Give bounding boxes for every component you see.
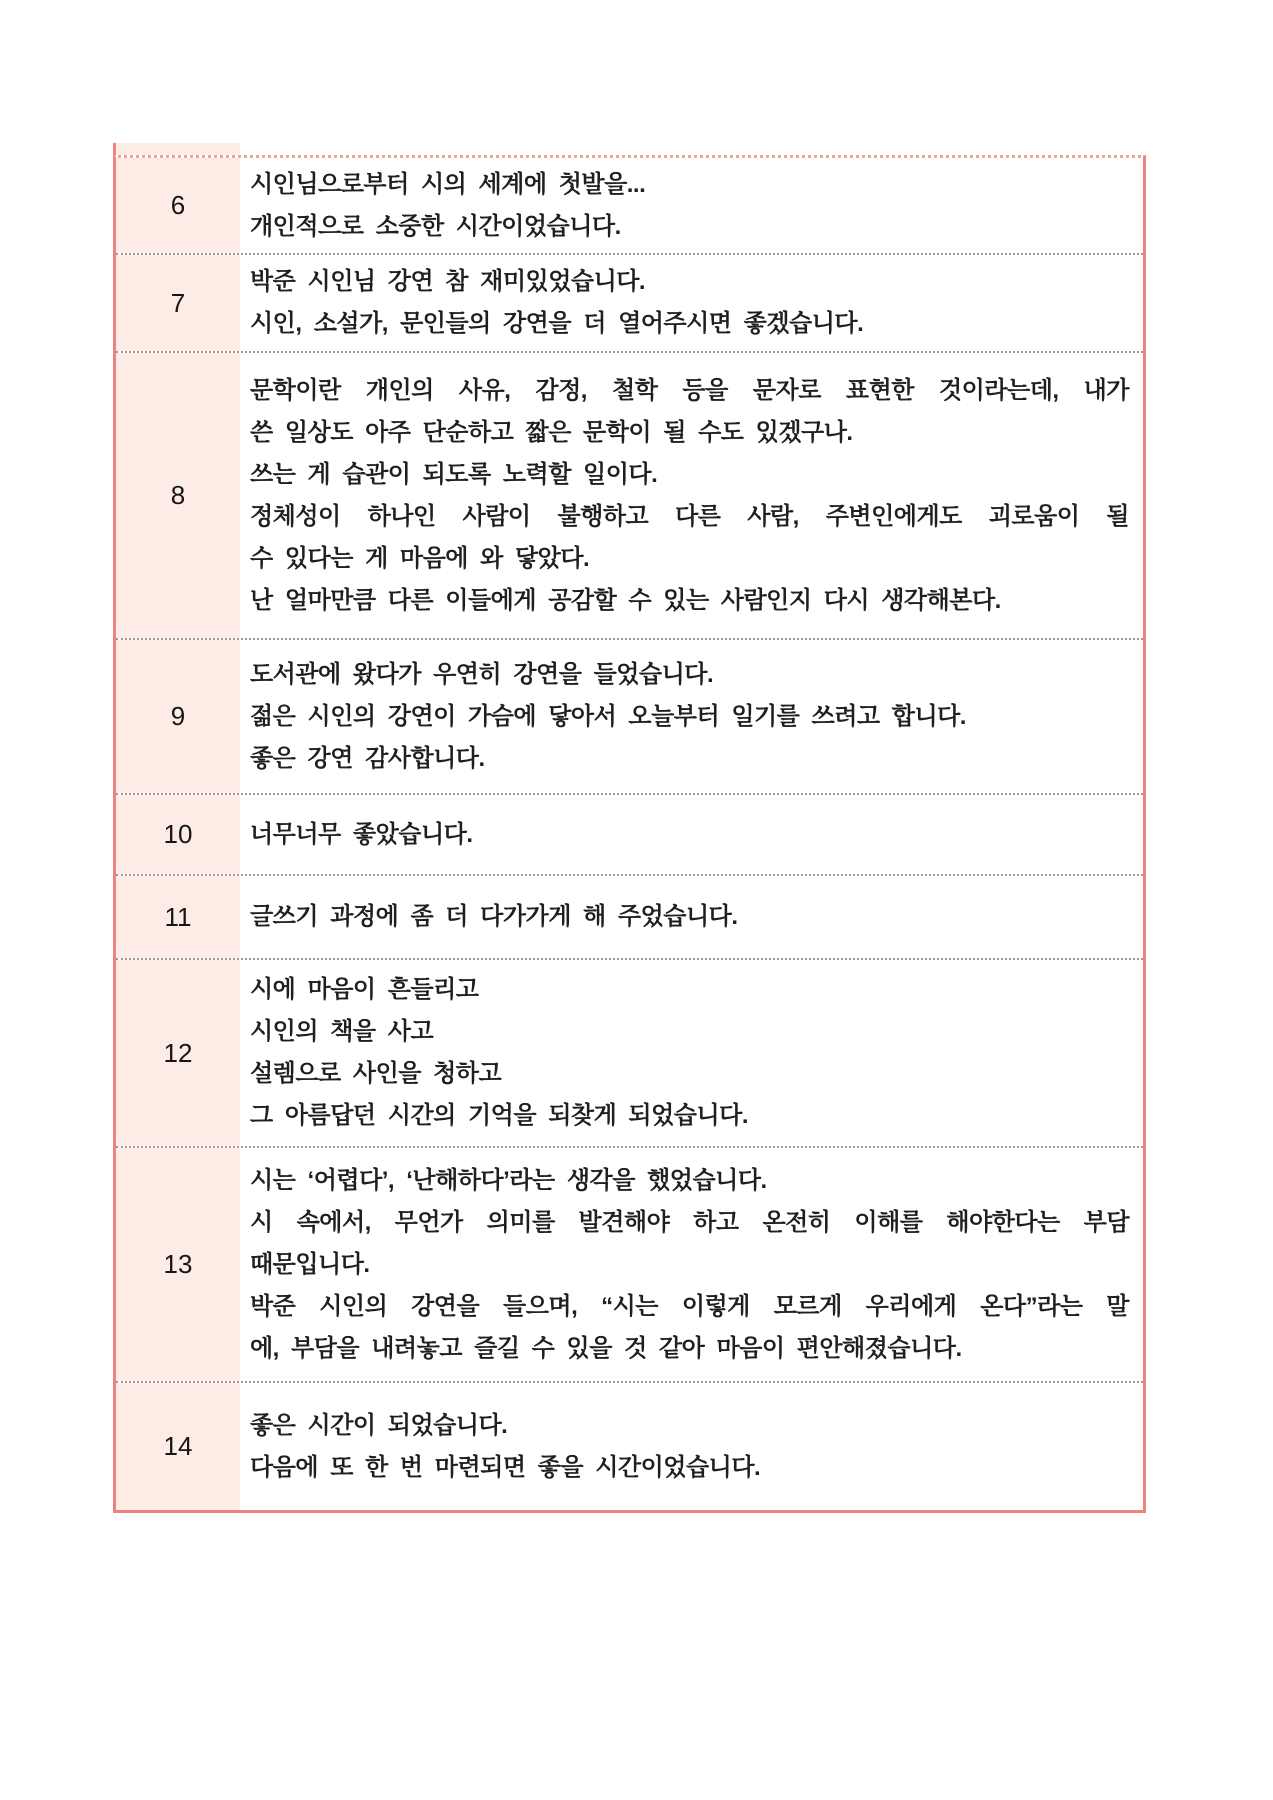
row-number: 10 xyxy=(163,819,193,849)
feedback-line: 시에 마음이 흔들리고 xyxy=(250,976,479,1003)
row-content xyxy=(240,1148,1143,1381)
feedback-line: 난 얼마만큼 다른 이들에게 공감할 수 있는 사람인지 다시 생각해본다. xyxy=(250,586,1001,614)
feedback-line: 시인님으로부터 시의 세계에 첫발을... xyxy=(250,170,646,198)
row-content xyxy=(240,640,1143,793)
row-number: 6 xyxy=(170,190,186,220)
table-row xyxy=(116,253,1143,351)
table-row xyxy=(116,351,1143,638)
feedback-line: 때문입니다. xyxy=(250,1250,370,1278)
feedback-line: 도서관에 왔다가 우연히 강연을 들었습니다. xyxy=(250,660,714,688)
row-number-cell xyxy=(116,353,240,638)
row-number: 7 xyxy=(170,287,186,318)
feedback-line: 쓴 일상도 아주 단순하고 짧은 문학이 될 수도 있겠구나. xyxy=(250,418,853,446)
row-number-cell xyxy=(116,255,240,351)
table-row xyxy=(116,1146,1143,1381)
feedback-line: 시는 ‘어렵다’, ‘난해하다’라는 생각을 했었습니다. xyxy=(250,1166,767,1194)
row-content xyxy=(240,353,1143,638)
row-number: 9 xyxy=(170,701,186,731)
table-row xyxy=(116,958,1143,1146)
feedback-line: 쓰는 게 습관이 되도록 노력할 일이다. xyxy=(250,460,658,488)
row-number-cell xyxy=(116,1148,240,1381)
row-content xyxy=(240,255,1143,351)
feedback-line: 시인의 책을 사고 xyxy=(250,1018,434,1045)
feedback-table xyxy=(113,155,1146,1513)
row-number-cell xyxy=(116,960,240,1146)
feedback-line: 다음에 또 한 번 마련되면 좋을 시간이었습니다. xyxy=(250,1453,761,1481)
feedback-line: 좋은 강연 감사합니다. xyxy=(250,744,485,772)
feedback-line: 개인적으로 소중한 시간이었습니다. xyxy=(250,212,621,240)
feedback-line: 정체성이 하나인 사람이 불행하고 다른 사람, 주변인에게도 괴로움이 될 xyxy=(250,502,1129,530)
row-number-cell xyxy=(116,640,240,793)
feedback-line: 박준 시인님 강연 참 재미있었습니다. xyxy=(250,268,646,295)
row-number-cell xyxy=(116,158,240,253)
row-number: 8 xyxy=(170,480,186,510)
page-break-sliver xyxy=(113,143,240,155)
feedback-line: 시인, 소설가, 문인들의 강연을 더 열어주시면 좋겠습니다. xyxy=(250,310,864,337)
feedback-line: 글쓰기 과정에 좀 더 다가가게 해 주었습니다. xyxy=(250,903,738,930)
feedback-line: 박준 시인의 강연을 들으며, “시는 이렇게 모르게 우리에게 온다”라는 말 xyxy=(250,1292,1129,1320)
row-number-cell xyxy=(116,876,240,958)
feedback-line: 수 있다는 게 마음에 와 닿았다. xyxy=(250,544,590,572)
row-number-cell xyxy=(116,1383,240,1510)
table-row xyxy=(116,874,1143,958)
feedback-line: 시 속에서, 무언가 의미를 발견해야 하고 온전히 이해를 해야한다는 부담 xyxy=(250,1208,1129,1236)
feedback-line: 젊은 시인의 강연이 가슴에 닿아서 오늘부터 일기를 쓰려고 합니다. xyxy=(250,702,966,730)
table-row xyxy=(116,158,1143,253)
feedback-line: 그 아름답던 시간의 기억을 되찾게 되었습니다. xyxy=(250,1102,749,1129)
row-number: 12 xyxy=(163,1037,193,1068)
row-content xyxy=(240,158,1143,253)
row-content xyxy=(240,795,1143,874)
feedback-line: 설렘으로 사인을 청하고 xyxy=(250,1060,502,1087)
table-row xyxy=(116,793,1143,874)
table-row xyxy=(116,1381,1143,1510)
feedback-line: 문학이란 개인의 사유, 감정, 철학 등을 문자로 표현한 것이라는데, 내가 xyxy=(250,376,1129,404)
feedback-line: 너무너무 좋았습니다. xyxy=(250,820,473,848)
row-number: 11 xyxy=(164,901,192,932)
row-number-cell xyxy=(116,795,240,874)
row-content xyxy=(240,960,1143,1146)
row-number: 13 xyxy=(163,1249,193,1279)
table-row xyxy=(116,638,1143,793)
feedback-line: 좋은 시간이 되었습니다. xyxy=(250,1411,508,1439)
row-content xyxy=(240,1383,1143,1510)
row-content xyxy=(240,876,1143,958)
feedback-line: 에, 부담을 내려놓고 즐길 수 있을 것 같아 마음이 편안해졌습니다. xyxy=(250,1334,962,1362)
row-number: 14 xyxy=(163,1431,193,1461)
